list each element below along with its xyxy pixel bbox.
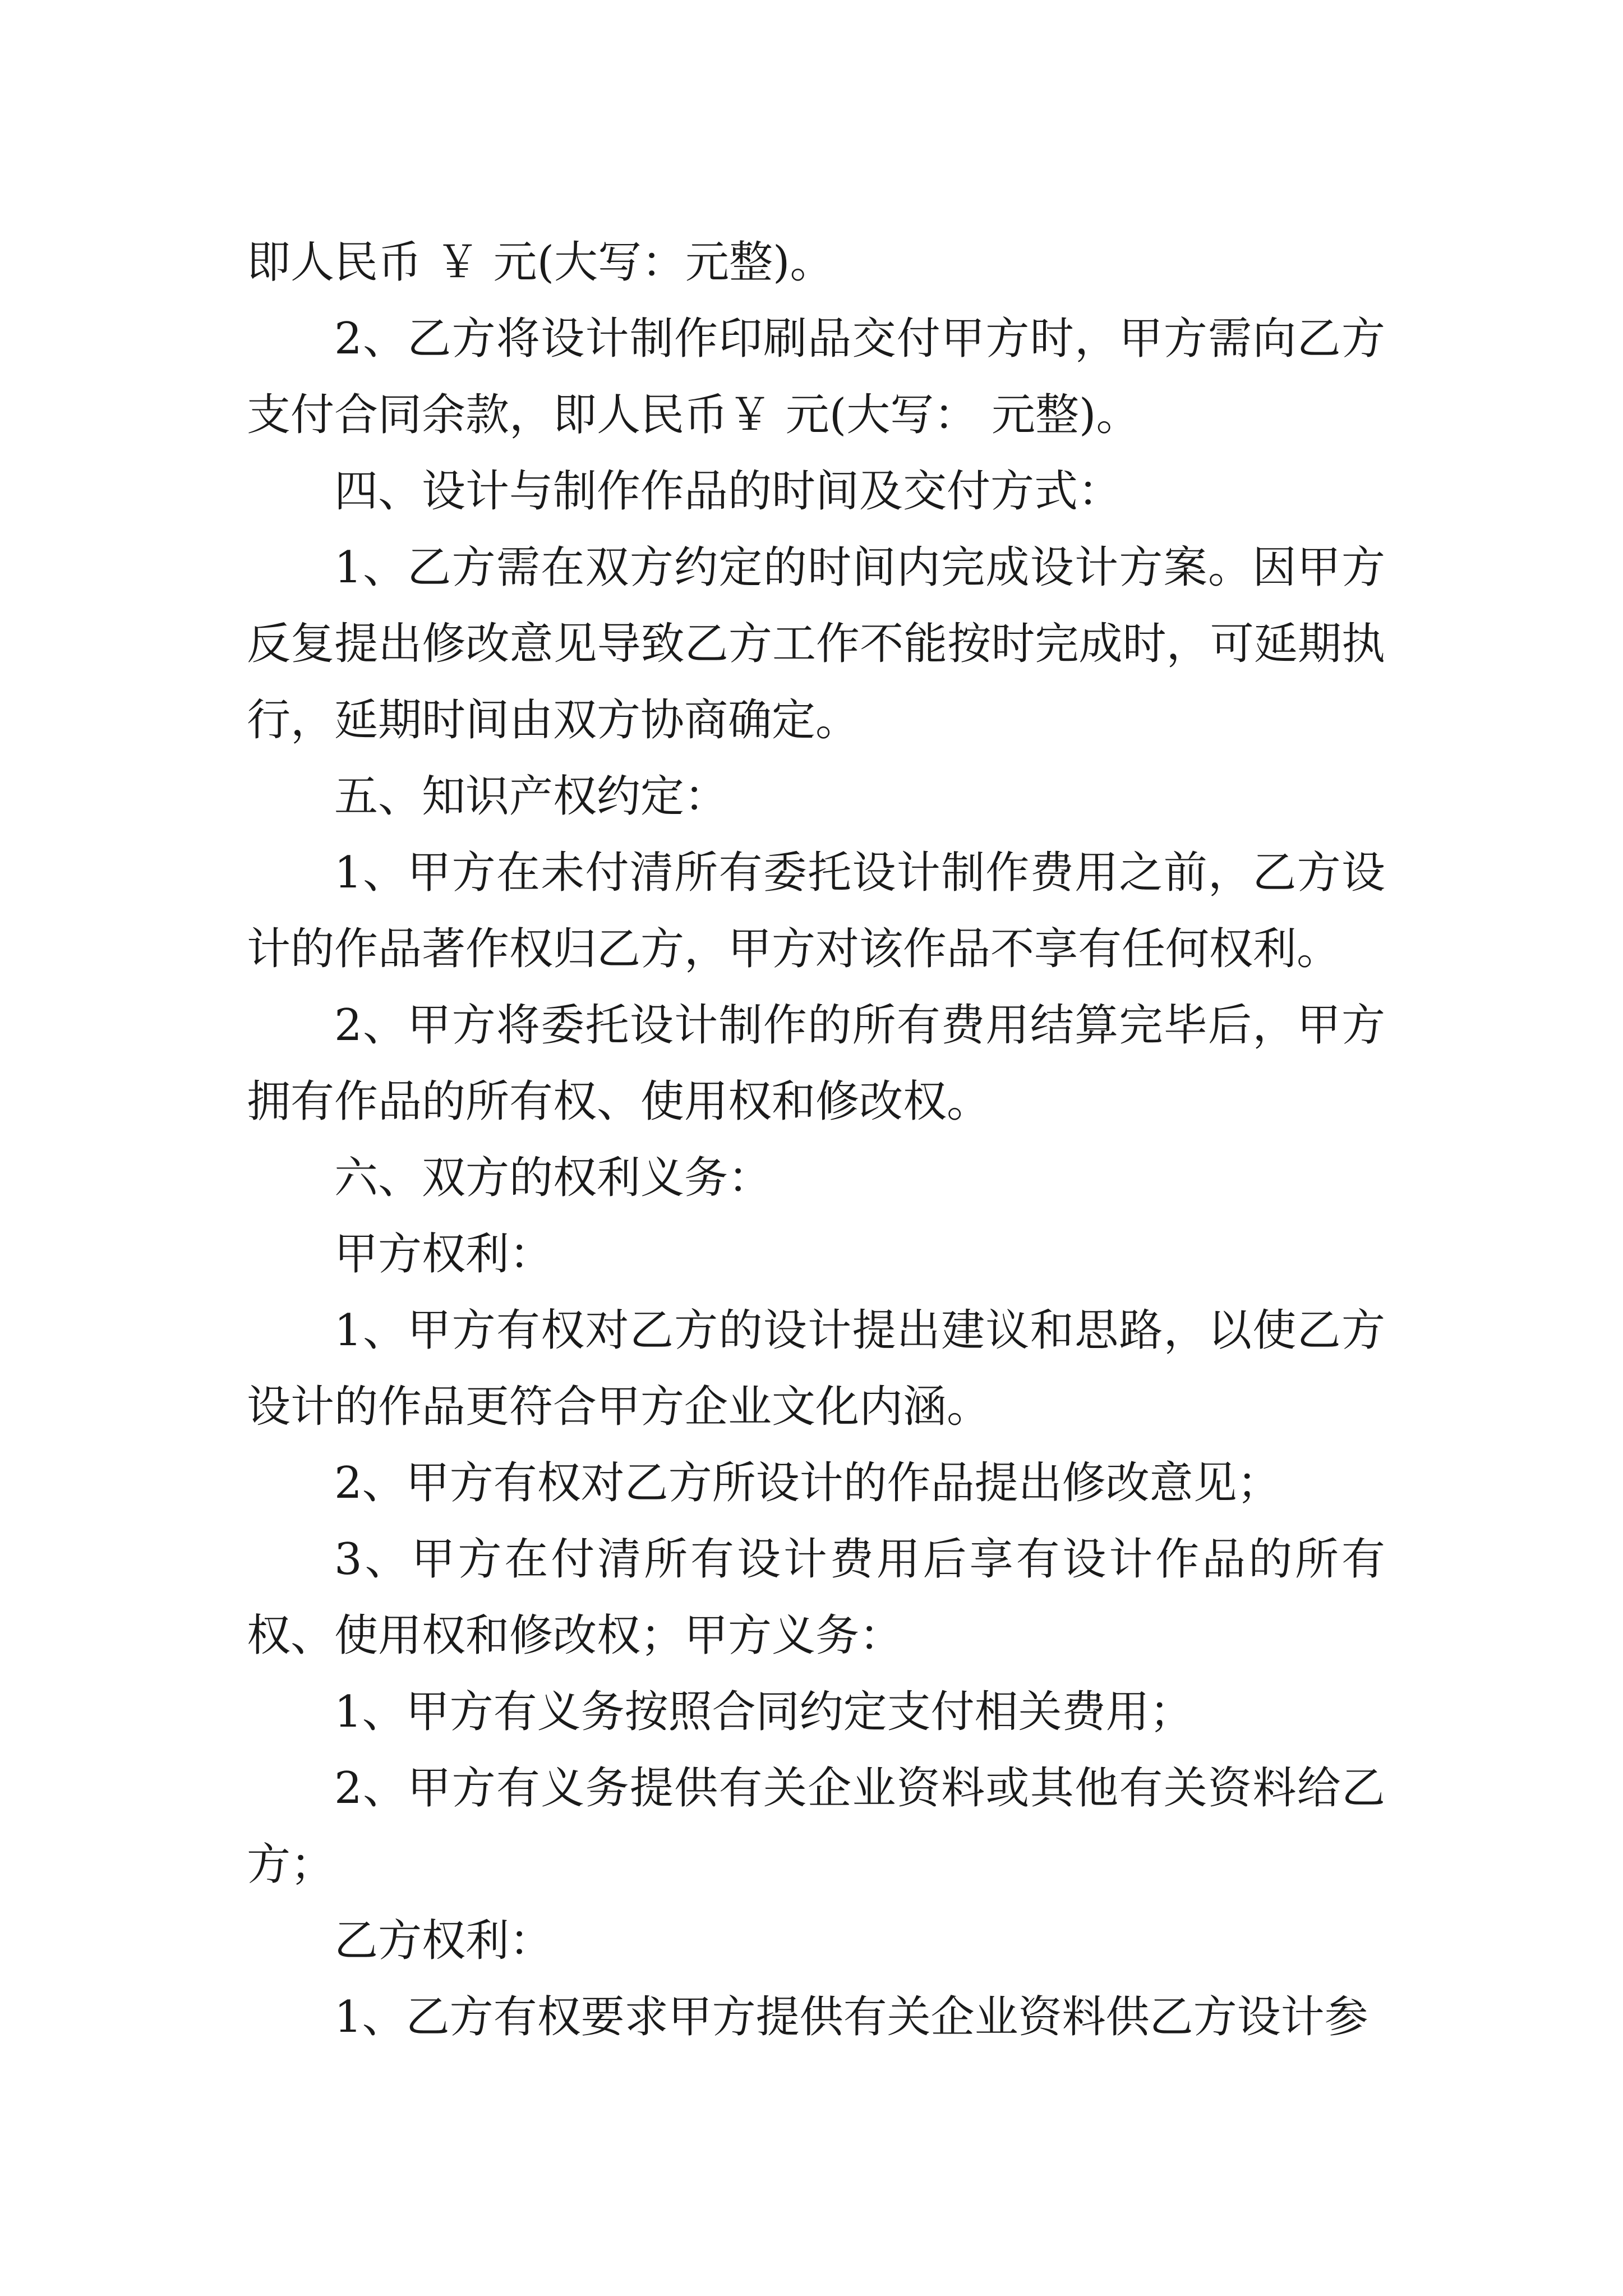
paragraph-party-a-right-2: 2、甲方有权对乙方所设计的作品提出修改意见；	[334, 1458, 1281, 1508]
subheading-party-a-rights: 甲方权利：	[334, 1229, 554, 1280]
paragraph-party-a-right-1: 1、甲方有权对乙方的设计提出建议和思路，以使乙方设计的作品更符合甲方企业文化内涵。	[247, 1305, 1385, 1432]
paragraph-ip-after-payment: 2、甲方将委托设计制作的所有费用结算完毕后，甲方拥有作品的所有权、使用权和修改权。	[247, 1000, 1385, 1127]
paragraph-payment-amount: 即人民币 ￥ 元(大写：元整)。	[247, 237, 834, 288]
paragraph-ip-before-payment: 1、甲方在未付清所有委托设计制作费用之前，乙方设计的作品著作权归乙方，甲方对该作品不享有任何权利。	[247, 848, 1385, 974]
subheading-party-b-rights: 乙方权利：	[334, 1916, 554, 1966]
paragraph-balance-payment: 2、乙方将设计制作印刷品交付甲方时，甲方需向乙方支付合同余款，即人民币￥ 元(大写： 元整)。	[247, 314, 1385, 440]
section-heading-ip: 五、知识产权约定：	[334, 771, 728, 822]
paragraph-delivery-time: 1、乙方需在双方约定的时间内完成设计方案。因甲方反复提出修改意见导致乙方工作不能按时完成时，可延期执行，延期时间由双方协商确定。	[247, 542, 1385, 746]
paragraph-party-a-right-3: 3、甲方在付清所有设计费用后享有设计作品的所有权、使用权和修改权；甲方义务：	[247, 1534, 1385, 1661]
section-heading-delivery: 四、设计与制作作品的时间及交付方式：	[334, 466, 1122, 517]
section-heading-rights-obligations: 六、双方的权利义务：	[334, 1153, 772, 1203]
paragraph-party-b-right-1: 1、乙方有权要求甲方提供有关企业资料供乙方设计参	[334, 1992, 1368, 2042]
paragraph-party-a-obligation-2: 2、甲方有义务提供有关企业资料或其他有关资料给乙方；	[247, 1763, 1385, 1890]
paragraph-party-a-obligation-1: 1、甲方有义务按照合同约定支付相关费用；	[334, 1687, 1193, 1737]
document-page	[247, 224, 1385, 2055]
